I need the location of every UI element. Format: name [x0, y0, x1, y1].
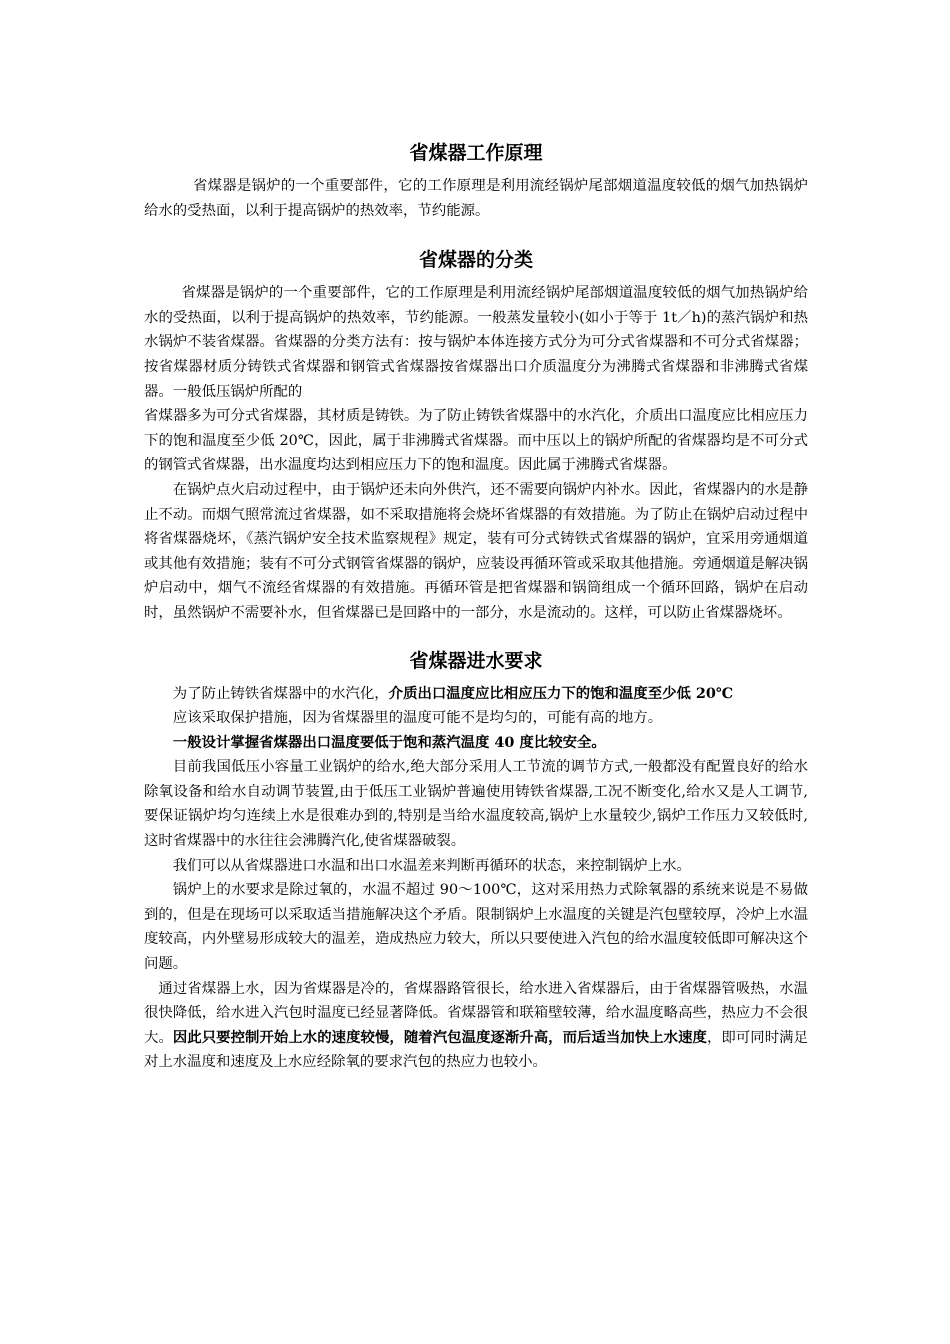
- text-run: ，即可同时满足对上水温度和速度及上水应经除氧的要求汽包的热应力也较小。: [144, 1029, 808, 1071]
- document-body: [144, 130, 808, 1075]
- paragraph: 我们可以从省煤器进口水温和出口水温差来判断再循环的状态，来控制锅炉上水。: [172, 857, 691, 874]
- paragraph: 应该采取保护措施，因为省煤器里的温度可能不是均匀的，可能有高的地方。: [172, 710, 663, 727]
- paragraph: 省煤器是锅炉的一个重要部件，它的工作原理是利用流经锅炉尾部烟道温度较低的烟气加热锅炉给水的受热面，以利于提高锅炉的热效率，节约能源。一般蒸发量较小(如小于等于 1t／h)的蒸汽锅炉和热水锅炉不装省煤器。省煤器的分类方法有：按与锅炉本体连接方式分为可分式省煤器和不可分式省煤器；按省煤器材质分铸铁式省煤器和钢管式省煤器按省煤器出口介质温度分为沸腾式省煤器和非沸腾式省煤器。一般低压锅炉所配的: [144, 285, 808, 400]
- paragraph: 在锅炉点火启动过程中，由于锅炉还未向外供汽，还不需要向锅炉内补水。因此，省煤器内的水是静止不动。而烟气照常流过省煤器，如不采取措施将会烧坏省煤器的有效措施。为了防止在锅炉启动过程中将省煤器烧坏，《蒸汽锅炉安全技术监察规程》规定，装有可分式铸铁式省煤器的锅炉，宜采用旁通烟道或其他有效措施；装有不可分式钢管省煤器的锅炉，应装设再循环管或采取其他措施。旁通烟道是解决锅炉启动中，烟气不流经省煤器的有效措施。再循环管是把省煤器和锅筒组成一个循环回路，锅炉在启动时，虽然锅炉不需要补水，但省煤器已是回路中的一部分，水是流动的。这样，可以防止省煤器烧坏。: [144, 481, 808, 621]
- paragraph: [144, 731, 808, 756]
- bold-text-run: 一般设计掌握省煤器出口温度要低于饱和蒸汽温度 40 度比较安全。: [172, 733, 606, 751]
- paragraph: 省煤器是锅炉的一个重要部件，它的工作原理是利用流经锅炉尾部烟道温度较低的烟气加热锅炉给水的受热面，以利于提高锅炉的热效率，节约能源。: [144, 178, 808, 219]
- paragraph: 目前我国低压小容量工业锅炉的给水,绝大部分采用人工节流的调节方式,一般都没有配置良好的给水除氧设备和给水自动调节装置,由于低压工业锅炉普遍使用铸铁省煤器,工况不断变化,给水又是人工调节,要保证锅炉均匀连续上水是很难办到的,特别是当给水温度较高,锅炉上水量较少,锅炉工作压力又较低时,这时省煤器中的水往往会沸腾汽化,使省煤器破裂。: [144, 759, 808, 850]
- section-title-water-inlet-requirements: 省煤器进水要求: [409, 649, 543, 672]
- paragraph: [144, 682, 808, 707]
- paragraph: 省煤器多为可分式省煤器，其材质是铸铁。为了防止铸铁省煤器中的水汽化，介质出口温度应比相应压力下的饱和温度至少低 20℃，因此，属于非沸腾式省煤器。而中压以上的锅炉所配的省煤器均是不可分式的钢管式省煤器，出水温度均达到相应压力下的饱和温度。因此属于沸腾式省煤器。: [144, 408, 808, 474]
- section-title-classification: 省煤器的分类: [418, 249, 533, 272]
- bold-text-run: 介质出口温度应比相应压力下的饱和温度至少低 20℃: [388, 684, 734, 702]
- paragraph: [144, 977, 808, 1075]
- section-title-working-principle: 省煤器工作原理: [409, 142, 543, 164]
- bold-text-run: 因此只要控制开始上水的速度较慢，随着汽包温度逐渐升高，而后适当加快上水速度: [172, 1028, 707, 1046]
- text-run: 通过省煤器上水，因为省煤器是冷的，省煤器路管很长，给水进入省煤器后，由于省煤器管吸热，水温很快降低，给水进入汽包时温度已经显著降低。省煤器管和联箱壁较薄，给水温度略高些，热应力不会很大。: [144, 980, 808, 1046]
- text-run: 为了防止铸铁省煤器中的水汽化，: [172, 685, 389, 702]
- paragraph: 锅炉上的水要求是除过氧的，水温不超过 90～100℃，这对采用热力式除氧器的系统来说是不易做到的，但是在现场可以采取适当措施解决这个矛盾。限制锅炉上水温度的关键是汽包壁较厚，冷炉上水温度较高，内外壁易形成较大的温差，造成热应力较大，所以只要使进入汽包的给水温度较低即可解决这个问题。: [144, 882, 808, 973]
